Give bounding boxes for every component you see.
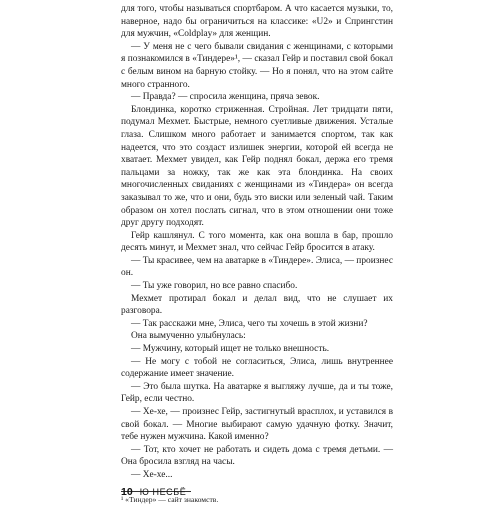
paragraph: для того, чтобы называться спортбаром. А что касается музыки, то, наверное, надо бы ограничиться на классике: «U2» и Спрингстин для мужчин, «Coldplay» для женщин.: [121, 4, 393, 40]
page-body: [121, 3, 393, 505]
text-column: [121, 3, 393, 482]
paragraph: — Тот, кто хочет не работать и сидеть дома с тремя детьми. — Она бросила взгляд на часы.: [121, 444, 393, 468]
footnote: ¹ «Тиндер» — сайт знакомств.: [121, 494, 219, 504]
paragraph: Гейр кашлянул. С того момента, как она вошла в бар, прошло десять минут, и Мехмет знал, что сейчас Гейр бросится в атаку.: [121, 230, 393, 254]
paragraph: Блондинка, коротко стриженная. Стройная. Лет тридцати пяти, подумал Мехмет. Быстрые, немного суетливые движения. Усталые глаза. Слишком много работает и занимается спортом, так как надеется, что это создаст излишек энергии, которой ей всегда не хватает. Мехмет увидел, как Гейр поднял бокал, держа его тремя пальцами за ножку, так же как эта блондинка. На своих многочисленных свиданиях с женщинами из «Тиндера» он всегда заказывал то же, что и они, будь это виски или зеленый чай. Таким образом он хотел послать сигнал, что в этом отношении они тоже друг другу подходят.: [121, 104, 393, 229]
paragraph: — Ты красивее, чем на аватарке в «Тиндере». Элиса, — произнес он.: [121, 255, 393, 279]
page-number: 10: [121, 486, 133, 498]
paragraph: — Это была шутка. На аватарке я выгляжу лучше, да и ты тоже, Гейр, если честно.: [121, 381, 393, 405]
paragraph: — Ты уже говорил, но все равно спасибо.: [131, 281, 298, 292]
paragraph: — Не могу с тобой не согласиться, Элиса, лишь внутреннее содержание имеет значение.: [121, 356, 393, 380]
paragraph: — Мужчину, который ищет не только внешность.: [131, 344, 330, 355]
paragraph: Мехмет протирал бокал и делал вид, что не слушает их разговора.: [121, 293, 393, 317]
paragraph: — Хе-хе, — произнес Гейр, застигнутый врасплох, и уставился в свой бокал. — Многие выбирают самую удачную фотку. Значит, тебе нужен мужчина. Какой именно?: [121, 407, 393, 443]
paragraph: — Хе-хе...: [131, 469, 173, 480]
paragraph: — Так расскажи мне, Элиса, чего ты хочешь в этой жизни?: [131, 318, 368, 329]
page-footer: [121, 486, 393, 498]
paragraph: — Правда? — спросила женщина, пряча зевок.: [131, 92, 320, 103]
running-author: Ю НЕСБЁ: [139, 487, 187, 497]
paragraph: Она вымученно улыбнулась:: [131, 331, 246, 342]
paragraph: — У меня не с чего бывали свидания с женщинами, с которыми я познакомился в «Тиндере»¹, — сказал Гейр и поставил свой бокал с белым вином на барную стойку. — Но я понял, что на этом сайте много странного.: [121, 41, 393, 90]
